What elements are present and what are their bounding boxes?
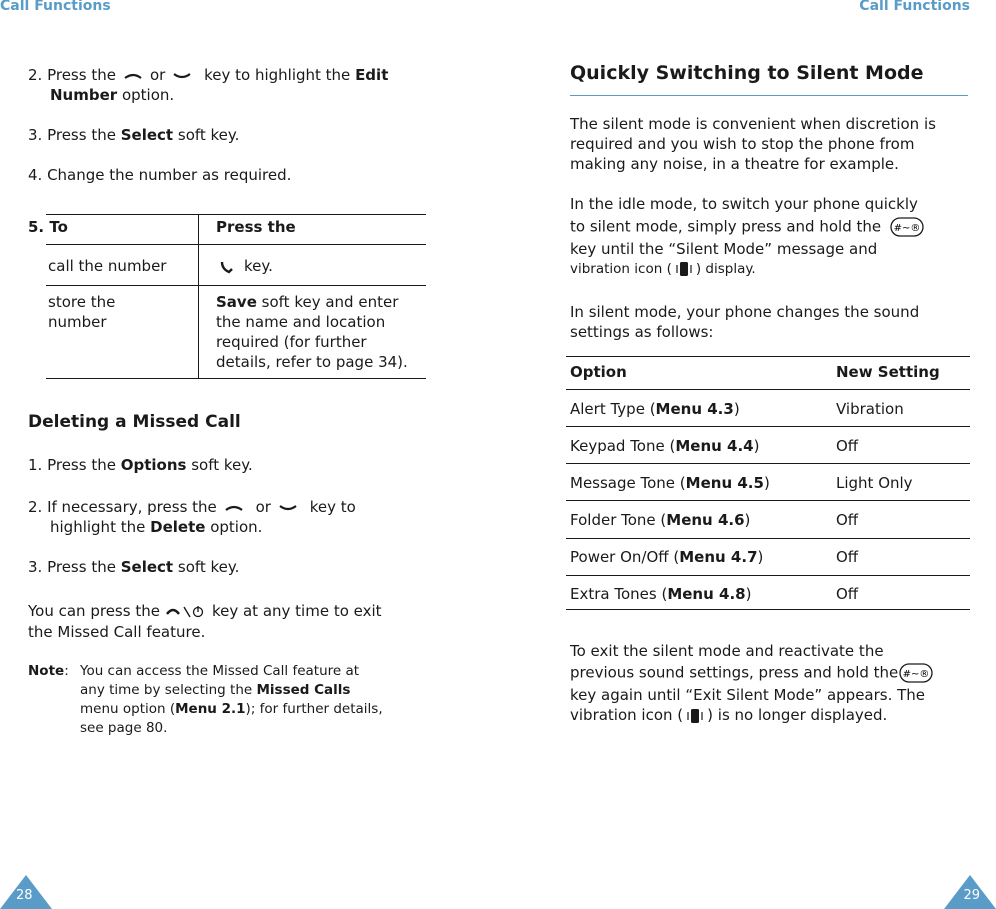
section-title-deleting: Deleting a Missed Call bbox=[28, 412, 241, 432]
settings-header-new-setting: New Setting bbox=[836, 363, 940, 381]
table-cell-setting: Vibration bbox=[836, 400, 904, 418]
svg-text:#~®: #~® bbox=[893, 223, 921, 234]
table-top-rule bbox=[46, 214, 426, 215]
table-header-rule bbox=[46, 244, 426, 245]
settings-table-row-rule bbox=[566, 463, 970, 464]
exit-missed-text: You can press the key at any time to exit bbox=[28, 602, 382, 620]
settings-table-bottom-rule bbox=[566, 609, 970, 610]
hash-key-icon bbox=[898, 661, 934, 685]
table-cell-setting: Off bbox=[836, 585, 859, 603]
hash-key-icon bbox=[889, 215, 925, 239]
settings-table-row-rule bbox=[566, 538, 970, 539]
silent-changes-text: In silent mode, your phone changes the sound settings as follows: bbox=[570, 303, 920, 341]
page-number-right: 29 bbox=[963, 888, 980, 903]
table-header-to: 5. To bbox=[28, 218, 68, 236]
table-row: Alert Type (Menu 4.3) bbox=[570, 400, 740, 418]
table-row-call-press: key. bbox=[216, 256, 273, 276]
exit-missed-text-cont: the Missed Call feature. bbox=[28, 623, 206, 641]
running-header-left: Call Functions bbox=[0, 0, 111, 14]
settings-table-row-rule bbox=[566, 575, 970, 576]
table-row-store-to: store the number bbox=[48, 293, 116, 331]
page-number-left: 28 bbox=[16, 888, 33, 903]
table-row: Folder Tone (Menu 4.6) bbox=[570, 511, 751, 529]
note-body: You can access the Missed Call feature at any time by selecting the Missed Calls menu option (Menu 2.1); for further details, see page 80. bbox=[80, 663, 383, 736]
settings-header-option: Option bbox=[570, 363, 627, 381]
step-2-cont: Number option. bbox=[50, 86, 175, 104]
settings-table-row-rule bbox=[566, 500, 970, 501]
running-header-right: Call Functions bbox=[859, 0, 970, 14]
table-row: Extra Tones (Menu 4.8) bbox=[570, 585, 752, 603]
vibration-icon bbox=[674, 260, 694, 278]
table-cell-setting: Off bbox=[836, 511, 859, 529]
table-row: Power On/Off (Menu 4.7) bbox=[570, 548, 764, 566]
settings-table-top-rule bbox=[566, 356, 970, 357]
table-cell-setting: Light Only bbox=[836, 474, 913, 492]
up-arrow-key-icon bbox=[120, 69, 146, 83]
note-label: Note: bbox=[28, 663, 69, 679]
section-title-silent-mode: Quickly Switching to Silent Mode bbox=[570, 62, 924, 84]
silent-intro: The silent mode is convenient when discretion is required and you wish to stop the phone from making any noise, in a theatre for example. bbox=[570, 115, 936, 173]
missed-step-3: 3. Press the Select soft key. bbox=[28, 558, 240, 576]
title-underline bbox=[570, 95, 968, 96]
settings-table-row-rule bbox=[566, 426, 970, 427]
missed-step-1: 1. Press the Options soft key. bbox=[28, 456, 253, 474]
missed-step-2-cont: highlight the Delete option. bbox=[50, 518, 263, 536]
vibration-icon bbox=[685, 707, 705, 725]
idle-instructions: In the idle mode, to switch your phone quickly to silent mode, simply press and hold the #~® key until the “Silent Mode” message and vibration icon ( ) display. bbox=[570, 194, 929, 279]
missed-step-2: 2. If necessary, press the or key to bbox=[28, 498, 356, 516]
table-row-rule bbox=[46, 285, 426, 286]
step-4: 4. Change the number as required. bbox=[28, 166, 292, 184]
table-cell-setting: Off bbox=[836, 548, 859, 566]
table-row: Message Tone (Menu 4.5) bbox=[570, 474, 770, 492]
settings-table-row-rule bbox=[566, 389, 970, 390]
end-power-key-icon bbox=[164, 604, 208, 620]
send-key-icon bbox=[216, 259, 240, 275]
table-row: Keypad Tone (Menu 4.4) bbox=[570, 437, 760, 455]
up-arrow-key-icon bbox=[221, 501, 247, 515]
table-row-call-to: call the number bbox=[48, 257, 167, 275]
table-bottom-rule bbox=[46, 378, 426, 379]
table-divider bbox=[198, 214, 199, 378]
table-row-store-press: Save soft key and enter the name and location required (for further details, refer to page 34). bbox=[216, 293, 408, 371]
exit-silent-instructions: To exit the silent mode and reactivate the previous sound settings, press and hold the #~® key again until “Exit Silent Mode” appears. The vibration icon ( ) is no longer displayed. bbox=[570, 641, 938, 725]
down-arrow-key-icon bbox=[169, 69, 195, 83]
down-arrow-key-icon bbox=[275, 501, 301, 515]
svg-text:#~®: #~® bbox=[902, 669, 930, 680]
step-2: 2. Press the or key to highlight the Edit bbox=[28, 66, 389, 84]
step-3: 3. Press the Select soft key. bbox=[28, 126, 240, 144]
table-header-press: Press the bbox=[216, 218, 296, 236]
table-cell-setting: Off bbox=[836, 437, 859, 455]
